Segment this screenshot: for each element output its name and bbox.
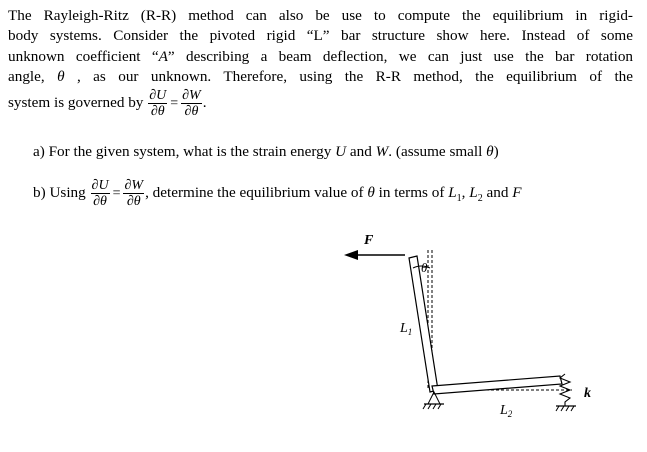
equation-du-dtheta-b: $\frac{\partial U}{\partial\theta}$	[91, 178, 109, 209]
statement-line-2: body systems. Consider the pivoted rigid “L” bar structure show here. Instead of some	[8, 27, 633, 45]
theta-label: θ	[421, 260, 428, 275]
question-a: a) For the given system, what is the strain energy U and W. (assume small θ)	[33, 143, 499, 160]
pivot-support	[423, 392, 444, 409]
equation-dw-dtheta: $\frac{\partial W}{\partial\theta}$	[182, 88, 201, 119]
force-arrow-head	[344, 250, 358, 260]
l1-label: $L_1$	[400, 321, 413, 337]
l2-label: $L_2$	[500, 403, 513, 419]
force-label: F	[364, 233, 374, 248]
bar-l2	[432, 376, 562, 394]
statement-line-4: angle, θ , as our unknown. Therefore, using the R-R method, the equilibrium of the	[8, 68, 633, 86]
spring-k-label: k	[584, 386, 591, 401]
question-b: b) Using $\frac{\partial U}{\partial\theta}$ = $\frac{\partial W}{\partial\theta}$ , determine the equilibrium value of θ in terms of $L_1$, $L_2$ and F	[33, 178, 522, 209]
equation-dw-dtheta-b: $\frac{\partial W}{\partial\theta}$	[124, 178, 144, 209]
statement-line-1: The Rayleigh-Ritz (R-R) method can also be use to compute the equilibrium in rigid-	[8, 7, 633, 24]
equation-du-dtheta: $\frac{\partial U}{\partial\theta}$	[149, 88, 167, 119]
bar-l1	[409, 256, 438, 392]
statement-line-5: system is governed by $\frac{\partial U}{\partial\theta}$ = $\frac{\partial W}{\partial\theta}$ .	[8, 88, 207, 119]
statement-line-3: unknown coefficient “A” describing a beam deflection, we can just use the bar rotation	[8, 47, 634, 65]
spring-ground	[556, 406, 576, 411]
